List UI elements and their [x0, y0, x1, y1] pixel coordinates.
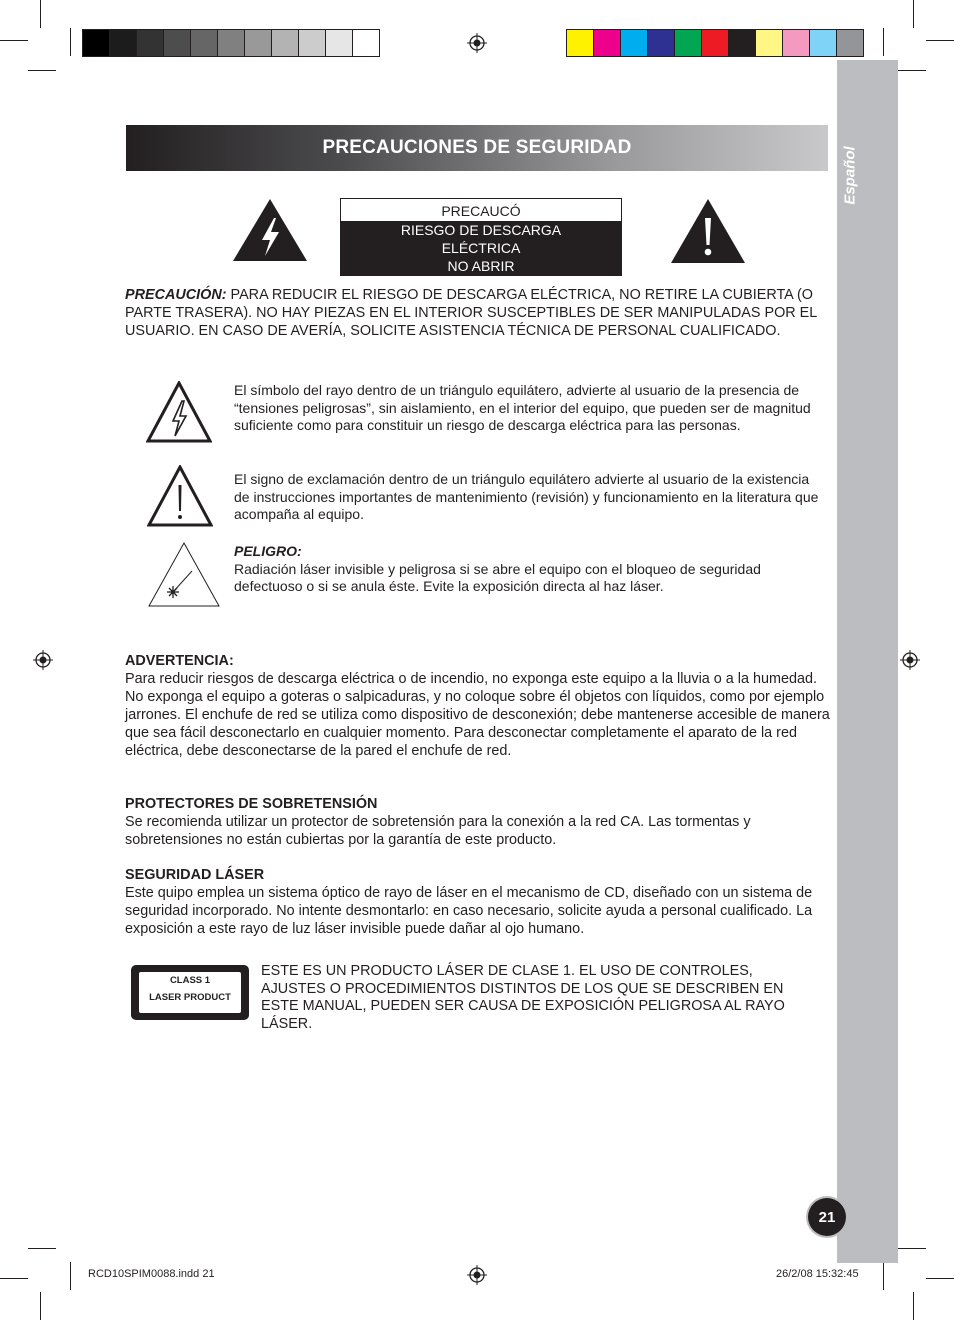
- color-swatch: [783, 30, 810, 56]
- color-swatch: [191, 30, 218, 56]
- caution-box-body: RIESGO DE DESCARGA ELÉCTRICA NO ABRIR: [341, 221, 621, 276]
- footer-timestamp: 26/2/08 15:32:45: [776, 1268, 859, 1280]
- crop-mark: [28, 70, 56, 71]
- registration-mark-icon: [467, 33, 487, 53]
- registration-mark-icon: [33, 650, 53, 670]
- laser-warning-icon: [148, 542, 220, 608]
- color-swatch: [594, 30, 621, 56]
- crop-mark: [913, 1292, 914, 1320]
- color-swatch: [353, 30, 379, 56]
- caution-box-title: PRECAUCÓ: [341, 199, 621, 221]
- registration-mark-icon: [900, 650, 920, 670]
- crop-mark: [898, 1248, 926, 1249]
- crop-mark: [883, 28, 884, 56]
- exclamation-warning-icon: [670, 198, 746, 264]
- crop-mark: [40, 1292, 41, 1320]
- crop-mark: [70, 1262, 71, 1290]
- crop-mark: [883, 1262, 884, 1290]
- crop-mark: [898, 70, 926, 71]
- color-swatch: [137, 30, 164, 56]
- color-swatch: [621, 30, 648, 56]
- color-calibration-bar: [566, 29, 864, 57]
- color-swatch: [245, 30, 272, 56]
- class1-laser-label: CLASS 1 LASER PRODUCT: [131, 965, 249, 1020]
- laser-text: Este quipo emplea un sistema óptico de rayo de láser en el mecanismo de CD, diseñado con un sistema de seguridad incorporado. No intente desmontarlo: en caso necesario, solicite ayuda a personal cualificado. La exposición a este rayo de luz láser invisible puede dañar al ojo humano.: [125, 885, 813, 937]
- lightning-warning-icon: [232, 198, 308, 262]
- warning-title: ADVERTENCIA:: [125, 653, 234, 669]
- crop-mark: [0, 40, 28, 41]
- exclamation-symbol-description: El signo de exclamación dentro de un triángulo equilátero advierte al usuario de la existencia de instrucciones importantes de mantenimiento (revisión) y funcionamiento en la literatura que acompaña al equipo.: [234, 471, 819, 522]
- color-swatch: [164, 30, 191, 56]
- page-number: 21: [808, 1198, 846, 1236]
- lightning-warning-icon: [146, 381, 212, 443]
- color-swatch: [648, 30, 675, 56]
- color-swatch: [837, 30, 863, 56]
- color-swatch: [567, 30, 594, 56]
- exclamation-warning-icon: [147, 465, 213, 527]
- color-swatch: [756, 30, 783, 56]
- caution-box: [340, 198, 622, 276]
- class1-text: ESTE ES UN PRODUCTO LÁSER DE CLASE 1. EL USO DE CONTROLES, AJUSTES O PROCEDIMIENTOS DISTINTOS DE LOS QUE SE DESCRIBEN EN ESTE MANUAL, PUEDEN SER CAUSA DE EXPOSICIÓN PELIGROSA AL RAYO LÁSER.: [261, 963, 785, 1032]
- crop-mark: [926, 1278, 954, 1279]
- surge-title: PROTECTORES DE SOBRETENSIÓN: [125, 796, 378, 812]
- surge-text: Se recomienda utilizar un protector de sobretensión para la conexión a la red CA. Las tormentas y sobretensiones no están cubiertas por la garantía de este producto.: [125, 814, 751, 848]
- warning-section: [125, 652, 830, 760]
- crop-mark: [40, 0, 41, 28]
- lightning-symbol-description: El símbolo del rayo dentro de un triángulo equilátero, advierte al usuario de la presencia de “tensiones peligrosas”, sin aislamiento, en el interior del equipo, que pueden ser de magnitud suficiente como para constituir un riesgo de descarga eléctrica para las personas.: [234, 382, 811, 433]
- color-swatch: [326, 30, 353, 56]
- laser-title: SEGURIDAD LÁSER: [125, 867, 265, 883]
- crop-mark: [926, 40, 954, 41]
- footer-file-name: RCD10SPIM0088.indd 21: [88, 1268, 215, 1280]
- language-side-tab: [837, 60, 898, 1263]
- color-swatch: [675, 30, 702, 56]
- crop-mark: [28, 1248, 56, 1249]
- danger-description: Radiación láser invisible y peligrosa si se abre el equipo con el bloqueo de seguridad defectuoso o si se anula éste. Evite la exposición directa al haz láser.: [234, 560, 761, 594]
- danger-title: PELIGRO:: [234, 543, 302, 559]
- color-swatch: [110, 30, 137, 56]
- color-swatch: [83, 30, 110, 56]
- precaution-paragraph: PRECAUCIÓN: PARA REDUCIR EL RIESGO DE DESCARGA ELÉCTRICA, NO RETIRE LA CUBIERTA (O PARTE TRASERA). NO HAY PIEZAS EN EL INTERIOR SUSCEPTIBLES DE SER MANIPULADAS POR EL USUARIO. EN CASO DE AVERÍA, SOLICITE ASISTENCIA TÉCNICA DE PERSONAL CUALIFICADO.: [125, 287, 817, 339]
- registration-mark-icon: [467, 1265, 487, 1285]
- color-swatch: [810, 30, 837, 56]
- surge-section: [125, 795, 825, 849]
- color-swatch: [702, 30, 729, 56]
- gray-calibration-bar: [82, 29, 380, 57]
- language-tab-label: Español: [841, 145, 859, 205]
- color-swatch: [272, 30, 299, 56]
- page-title: PRECAUCIONES DE SEGURIDAD: [322, 137, 632, 158]
- crop-mark: [913, 0, 914, 28]
- color-swatch: [218, 30, 245, 56]
- color-swatch: [299, 30, 326, 56]
- warning-text: Para reducir riesgos de descarga eléctrica o de incendio, no exponga este equipo a la lluvia o a la humedad. No exponga el equipo a goteras o salpicaduras, y no coloque sobre él objetos con líquidos, como por ejemplo jarrones. El enchufe de red se utiliza como dispositivo de desconexión; debe mantenerse accesible de manera que sea fácil desconectarlo en cualquier momento. Para desconectar completamente el aparato de la red eléctrica, debe desconectarse de la pared el enchufe de red.: [125, 671, 830, 759]
- color-swatch: [729, 30, 756, 56]
- crop-mark: [0, 1278, 28, 1279]
- section-header: [126, 125, 828, 171]
- laser-section: [125, 866, 830, 938]
- danger-section: [234, 543, 826, 596]
- crop-mark: [70, 28, 71, 56]
